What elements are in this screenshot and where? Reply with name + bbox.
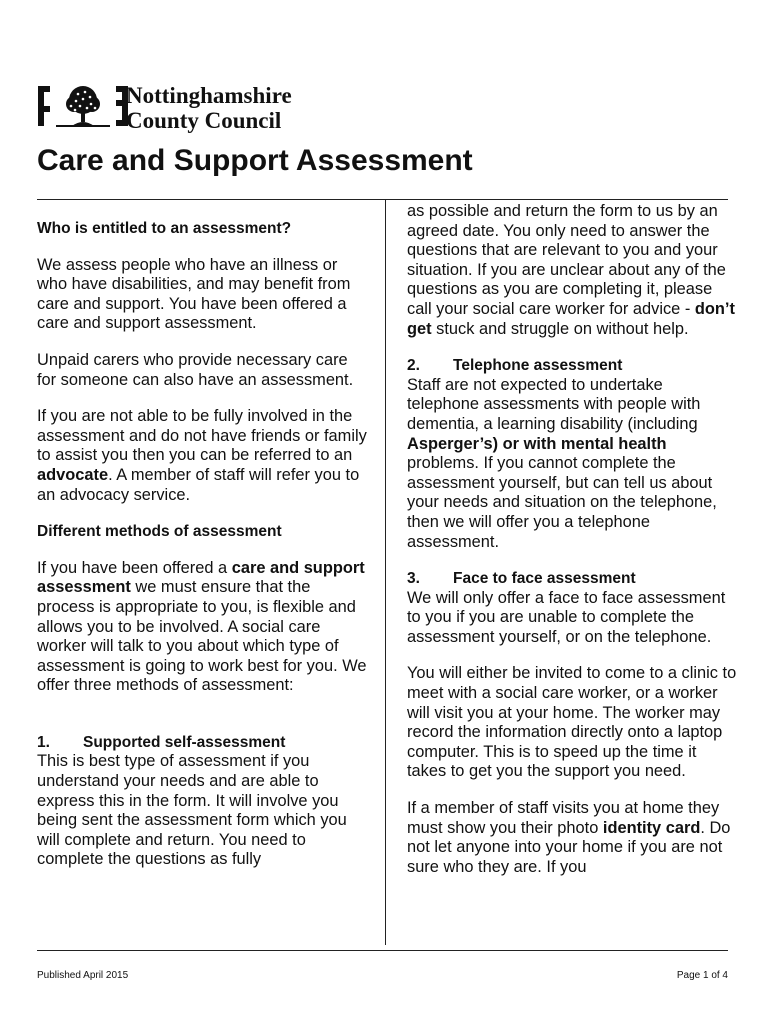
telephone-bold: Asperger’s) or with mental health	[407, 434, 667, 453]
left-column	[37, 219, 371, 870]
cont-text-b: stuck and struggle on without help.	[431, 319, 689, 338]
advocate-text-a: If you are not able to be fully involved in the assessment and do not have friends or family to assist you then you can be referred to an	[37, 407, 367, 465]
section-number-1: 1.	[37, 733, 50, 751]
section-title-2: Telephone assessment	[453, 357, 623, 375]
organisation-name	[126, 83, 292, 133]
paragraph-telephone	[407, 376, 737, 552]
paragraph-self-assessment-cont	[407, 202, 737, 339]
heading-telephone-assessment	[407, 356, 737, 376]
heading-face-to-face-assessment	[407, 569, 737, 589]
heading-who-is-entitled: Who is entitled to an assessment?	[37, 220, 292, 237]
paragraph-clinic-or-home: You will either be invited to come to a clinic to meet with a social care worker, or a worker will visit you at your home. The worker may record the information directly onto a laptop computer. This is to speed up the time it takes to get you the support you need.	[407, 664, 737, 781]
paragraph-advocate	[37, 407, 371, 505]
document-title: Care and Support Assessment	[37, 144, 473, 177]
council-logo	[36, 82, 136, 130]
paragraph-identity-card	[407, 799, 737, 877]
cont-text-a: as possible and return the form to us by an agreed date. You only need to answer the questions that are relevant to you and your situation. If you are unclear about any of the questions as you are completing it, please call your social care worker for advice -	[407, 202, 726, 318]
identity-text-a: If a member of staff visits you at home they must show you their photo	[407, 799, 720, 837]
methods-text-a: If you have been offered a	[37, 558, 232, 577]
telephone-text-b: problems. If you cannot complete the assessment yourself, but can tell us about your needs and situation on the telephone, then we will offer you a telephone assessment.	[407, 454, 717, 551]
paragraph-methods-intro	[37, 559, 371, 696]
published-date: Published April 2015	[37, 970, 129, 981]
paragraph-face-to-face: We will only offer a face to face assessment to you if you are unable to complete the assessment yourself, or on the telephone.	[407, 588, 726, 646]
org-name-line2: County Council	[126, 108, 282, 133]
identity-bold: identity card	[602, 818, 701, 837]
telephone-text-a: Staff are not expected to undertake telephone assessments with people with dementia, a learning disability (including	[407, 375, 701, 433]
identity-text-b: . Do not let anyone into your home if you are not sure who they are. If you	[407, 818, 731, 876]
org-name-line1: Nottinghamshire	[126, 83, 292, 108]
page-number: Page 1 of 4	[676, 970, 728, 981]
right-column	[407, 202, 737, 877]
methods-text-b: we must ensure that the process is appropriate to you, is flexible and allows you to be involved. A social care worker will talk to you about which type of assessment is going to work best for you. We offer three methods of assessment:	[37, 578, 367, 695]
paragraph-self-assessment: This is best type of assessment if you understand your needs and are able to express this in the form. It will involve you being sent the assessment form which you will complete and return. You need to complete the questions as fully	[37, 752, 347, 869]
cont-bold: don’t get	[407, 299, 735, 338]
methods-bold: care and support assessment	[37, 558, 365, 597]
section-title-3: Face to face assessment	[453, 570, 636, 588]
advocate-bold: advocate	[37, 465, 109, 484]
paragraph-unpaid-carers: Unpaid carers who provide necessary care for someone can also have an assessment.	[37, 350, 354, 389]
column-divider	[385, 199, 386, 945]
heading-supported-self-assessment	[37, 733, 371, 753]
section-number-3: 3.	[407, 570, 420, 588]
heading-different-methods: Different methods of assessment	[37, 523, 282, 541]
paragraph-who-we-assess: We assess people who have an illness or who have disabilities, and may benefit from care and support. You have been offered a care and support assessment.	[37, 255, 351, 333]
footer-divider	[37, 950, 728, 951]
section-number-2: 2.	[407, 357, 420, 375]
section-title-1: Supported self-assessment	[83, 733, 286, 751]
advocate-text-b: . A member of staff will refer you to an advocacy service.	[37, 465, 360, 504]
title-divider	[37, 199, 728, 200]
